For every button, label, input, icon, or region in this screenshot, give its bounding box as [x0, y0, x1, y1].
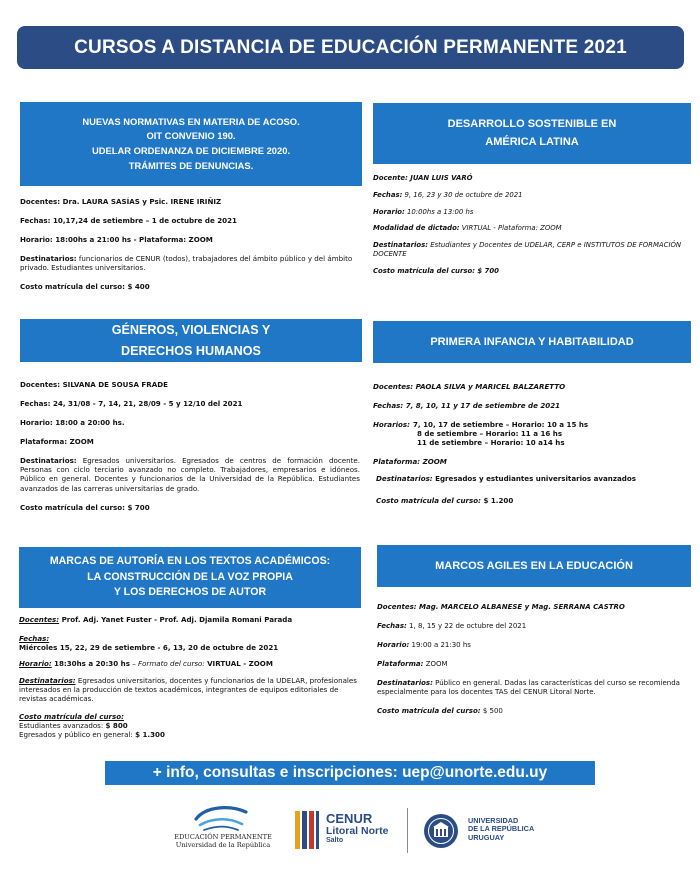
plataforma-label: Plataforma: — [377, 659, 424, 668]
costo-value: $ 400 — [127, 282, 150, 292]
contact-banner[interactable]: + info, consultas e inscripciones: uep@unorte.edu.uy — [105, 761, 595, 785]
course-3-title-line: GÉNEROS, VIOLENCIAS Y — [111, 323, 271, 338]
horario-value: 19:00 a 21:30 hs — [411, 640, 471, 649]
costo-label: Costo matrícula del curso: — [373, 266, 475, 275]
destinatarios-label: Destinatarios: — [377, 678, 433, 687]
horario-value: 18:30hs a 20:30 hs — [54, 659, 130, 669]
course-4-details — [373, 382, 691, 513]
horario-label: Horario: — [20, 235, 53, 245]
course-1-details — [20, 197, 364, 299]
course-1-title-line: OIT CONVENIO 190. — [146, 130, 236, 142]
docentes-value: Dra. LAURA SASÍAS y Psic. IRENE IRIÑIZ — [62, 197, 222, 206]
fechas-label: Fechas: — [20, 216, 51, 226]
formato-label: – Formato del curso: — [132, 659, 205, 669]
cenur-line-2: Litoral Norte — [326, 824, 389, 837]
course-2-banner — [373, 103, 691, 164]
course-6-details — [377, 603, 691, 724]
plataforma-value: ZOOM — [69, 437, 94, 447]
modalidad-value: VIRTUAL - Plataforma: ZOOM — [461, 224, 562, 233]
destinatarios-value: Egresados y estudiantes universitarios avanzados — [435, 474, 636, 484]
udelar-wordmark — [468, 817, 534, 842]
cenur-logo-icon — [293, 808, 321, 852]
course-4-title-line: PRIMERA INFANCIA Y HABITABILIDAD — [430, 336, 634, 348]
course-2-title-line: DESARROLLO SOSTENIBLE EN — [447, 118, 617, 131]
course-2-details — [373, 174, 691, 284]
costo-egresados-value: $ 1.300 — [135, 729, 165, 739]
cenur-line-1: CENUR — [326, 811, 373, 826]
docentes-label: Docentes: — [373, 382, 414, 391]
course-5-title-line: MARCAS DE AUTORÍA EN LOS TEXTOS ACADÉMICOS: — [49, 555, 331, 568]
costo-label: Costo matrícula del curso: — [19, 711, 124, 721]
plataforma-value: ZOOM — [425, 659, 448, 668]
horario-label: Horario: — [20, 418, 53, 428]
footer-divider — [407, 808, 408, 853]
costo-value: $ 1.200 — [483, 495, 514, 505]
horario-line: 8 de setiembre – Horario: 11 a 16 hs — [416, 429, 563, 439]
costo-value: $ 500 — [482, 706, 503, 715]
fechas-label: Fechas: — [377, 621, 407, 630]
costo-label: Costo matrícula del curso: — [20, 502, 125, 512]
fechas-label: Fechas: — [19, 634, 50, 644]
course-3-details — [20, 380, 360, 520]
horario-label: Horario: — [19, 659, 52, 669]
course-4-banner — [373, 321, 691, 363]
horario-value: 18:00hs a 21:00 hs - Plataforma: ZOOM — [55, 235, 213, 245]
costo-estudiantes-label: Estudiantes avanzados: — [19, 720, 104, 730]
ep-line-1: EDUCACIÓN PERMANENTE — [174, 833, 272, 841]
destinatarios-label: Destinatarios: — [20, 456, 77, 466]
docentes-value: SILVANA DE SOUSA FRADE — [62, 380, 168, 389]
course-5-details — [19, 615, 364, 739]
destinatarios-label: Destinatarios: — [19, 676, 76, 686]
udelar-seal-icon — [423, 813, 459, 849]
ep-line-2: Universidad de la República — [175, 841, 271, 850]
course-1-title-line: TRÁMITES DE DENUNCIAS. — [128, 159, 254, 171]
fechas-label: Fechas: — [373, 190, 403, 199]
docentes-label: Docentes: — [20, 380, 61, 389]
costo-estudiantes-value: $ 800 — [105, 720, 128, 730]
costo-value: $ 700 — [127, 502, 150, 512]
course-2-title-line: AMÉRICA LATINA — [485, 135, 579, 148]
course-6-banner — [377, 545, 691, 587]
course-3-banner — [20, 319, 362, 362]
fechas-value: 9, 16, 23 y 30 de octubre de 2021 — [404, 190, 523, 199]
udelar-line-2: DE LA REPÚBLICA — [468, 824, 535, 834]
udelar-line-3: URUGUAY — [468, 832, 505, 842]
docentes-label: Docentes: — [377, 603, 417, 611]
horario-line: 11 de setiembre – Horario: 10 a14 hs — [416, 438, 565, 448]
plataforma-value: ZOOM — [422, 457, 447, 467]
fechas-label: Fechas: — [373, 401, 404, 411]
course-5-title-line: LA CONSTRUCCIÓN DE LA VOZ PROPIA — [87, 570, 293, 583]
destinatarios-value: Egresados universitarios, docentes y funcionarios de la UDELAR, profesionales interesados en la producción de textos académicos, integrantes de equipos editoriales de revistas académicas. — [19, 676, 357, 704]
destinatarios-label: Destinatarios: — [373, 241, 429, 250]
modalidad-label: Modalidad de dictado: — [373, 224, 460, 233]
formato-value: VIRTUAL - ZOOM — [207, 659, 273, 669]
course-5-banner — [19, 547, 361, 608]
destinatarios-value: Egresados universitarios. Egresados de centros de formación docente. Personas con ciclo terciario avanzado no completo. Trabajadores, empresarios e idóneos. Público en general. Docentes y funcionarios de la Universidad de la República. Estudiantes avanzados de las carreras universitarias de grado. — [20, 456, 360, 493]
page-title: CURSOS A DISTANCIA DE EDUCACIÓN PERMANENTE 2021 — [17, 26, 684, 69]
horario-line: 7, 10, 17 de setiembre – Horario: 10 a 15 hs — [412, 420, 589, 430]
course-6-title-line: MARCOS AGILES EN LA EDUCACIÓN — [435, 560, 633, 572]
docentes-label: Docentes: — [20, 197, 61, 206]
docentes-value: PAOLA SILVA y MARICEL BALZARETTO — [415, 382, 566, 391]
cenur-wordmark — [326, 812, 388, 846]
docente-value: JUAN LUIS VARÓ — [410, 174, 473, 182]
fechas-value: 10,17,24 de setiembre – 1 de octubre de 2021 — [52, 216, 237, 226]
fechas-label: Fechas: — [20, 399, 51, 409]
costo-label: Costo matrícula del curso: — [377, 706, 481, 715]
destinatarios-label: Destinatarios: — [20, 254, 77, 264]
plataforma-label: Plataforma: — [373, 457, 421, 467]
docentes-value: Mag. MARCELO ALBANESE y Mag. SERRANA CASTRO — [419, 603, 625, 611]
docente-label: Docente: — [373, 174, 408, 182]
fechas-value: Miércoles 15, 22, 29 de setiembre - 6, 13, 20 de octubre de 2021 — [19, 643, 279, 653]
destinatarios-value: Estudiantes y Docentes de UDELAR, CERP e INSTITUTOS DE FORMACIÓN DOCENTE — [373, 241, 682, 259]
horario-label: Horario: — [377, 640, 410, 649]
horario-value: 18:00 a 20:00 hs. — [55, 418, 125, 428]
course-1-banner — [20, 102, 362, 186]
fechas-value: 24, 31/08 - 7, 14, 21, 28/09 - 5 y 12/10 del 2021 — [52, 399, 243, 409]
docentes-value: Prof. Adj. Yanet Fuster - Prof. Adj. Djamila Romani Parada — [61, 615, 293, 624]
course-5-title-line: Y LOS DERECHOS DE AUTOR — [113, 586, 267, 599]
plataforma-label: Plataforma: — [20, 437, 68, 447]
course-1-title-line: UDELAR ORDENANZA DE DICIEMBRE 2020. — [91, 145, 291, 156]
costo-value: $ 700 — [477, 266, 499, 275]
educacion-permanente-caption — [158, 833, 288, 849]
cenur-line-3: Salto — [326, 837, 344, 845]
costo-label: Costo matrícula del curso: — [20, 282, 125, 292]
educacion-permanente-logo-icon — [190, 803, 252, 833]
destinatarios-value: Público en general. Dadas las características del curso se recomienda especialmente para los docentes TAS del CENUR Litoral Norte. — [377, 678, 680, 696]
docentes-label: Docentes: — [19, 615, 60, 624]
course-3-title-line: DERECHOS HUMANOS — [121, 343, 261, 358]
fechas-value: 7, 8, 10, 11 y 17 de setiembre de 2021 — [405, 401, 561, 411]
costo-label: Costo matrícula del curso: — [376, 495, 481, 505]
udelar-line-1: UNIVERSIDAD — [468, 816, 519, 825]
fechas-value: 1, 8, 15 y 22 de octubre del 2021 — [409, 621, 527, 630]
destinatarios-value: funcionarios de CENUR (todos), trabajadores del ámbito público y del ámbito privado. Estudiantes universitarios. — [20, 254, 353, 273]
destinatarios-label: Destinatarios: — [376, 474, 433, 484]
horarios-label: Horarios: — [373, 420, 410, 430]
horario-label: Horario: — [373, 207, 405, 216]
horario-value: 10:00hs a 13:00 hs — [407, 207, 474, 216]
costo-egresados-label: Egresados y público en general: — [19, 729, 133, 739]
course-1-title-line: NUEVAS NORMATIVAS EN MATERIA DE ACOSO. — [82, 115, 300, 127]
